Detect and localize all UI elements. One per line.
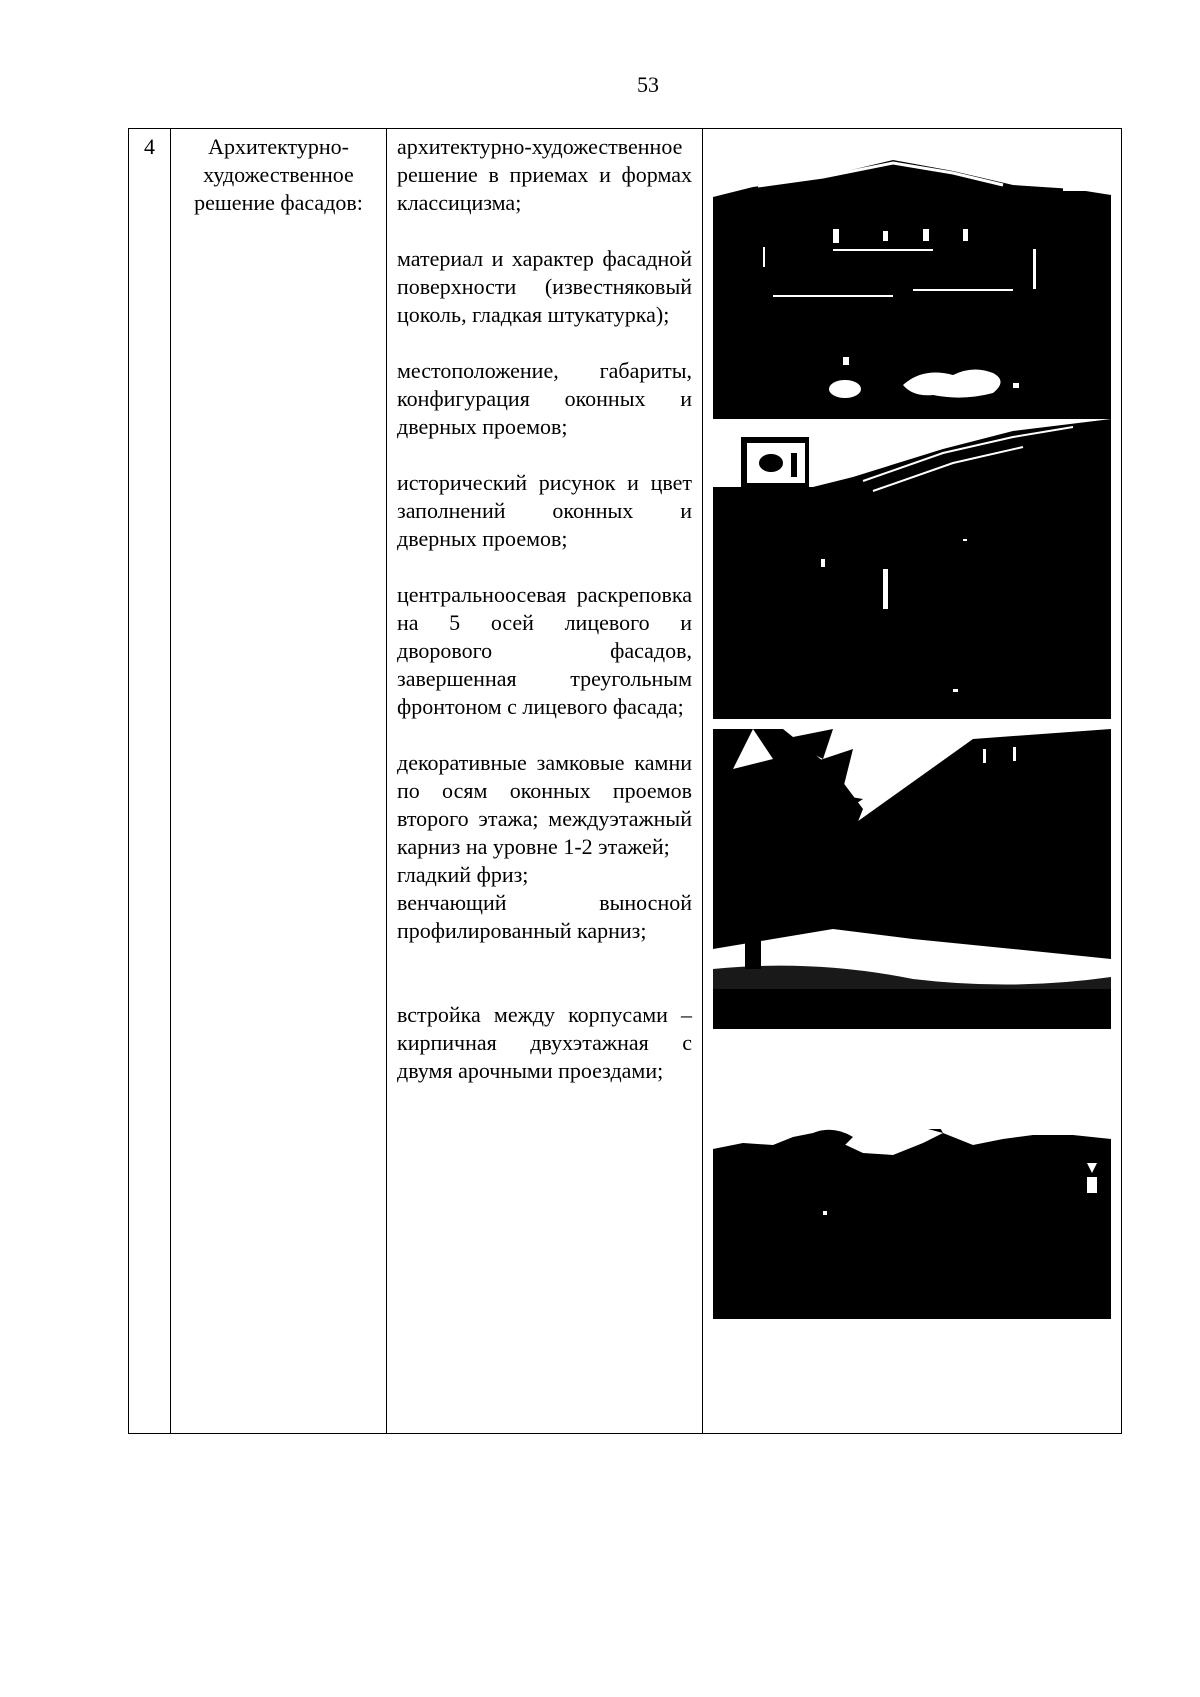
description-cell <box>387 129 703 1434</box>
building-snow-photo <box>713 729 1111 1029</box>
building-facade-photo <box>713 157 1111 427</box>
description-paragraph: центральноосевая раскреповка на 5 осей лицевого и дворового фасадов, завершенная треугольным фронтоном с лицевого фасада; <box>397 582 692 719</box>
courtyard-buildings-photo <box>713 1129 1111 1319</box>
description-paragraph: материал и характер фасадной поверхности (известняковый цоколь, гладкая штукатурка); <box>397 246 692 327</box>
description-paragraph: исторический рисунок и цвет заполнений оконных и дверных проемов; <box>397 470 692 551</box>
row-number-cell <box>129 129 171 1434</box>
description-paragraph: гладкий фриз; <box>397 862 529 887</box>
description-paragraph: местоположение, габариты, конфигурация оконных и дверных проемов; <box>397 358 692 439</box>
heritage-table <box>128 128 1122 1434</box>
building-side-photo <box>713 419 1111 719</box>
element-cell <box>171 129 387 1434</box>
table-row <box>129 129 1122 1434</box>
description-paragraph: венчающий выносной профилированный карниз; <box>397 890 692 943</box>
row-number: 4 <box>144 134 155 159</box>
photo-cell <box>703 129 1122 1434</box>
element-name: Архитектурно-художественное решение фасадов: <box>194 134 363 215</box>
description-paragraph: встройка между корпусами – кирпичная двухэтажная с двумя арочными проездами; <box>397 1002 692 1083</box>
description-paragraph: декоративные замковые камни по осям оконных проемов второго этажа; междуэтажный карниз на уровне 1-2 этажей; <box>397 750 692 859</box>
description-paragraph: архитектурно-художественное решение в приемах и формах классицизма; <box>397 134 692 215</box>
page-number: 53 <box>637 72 659 97</box>
description-list <box>387 129 702 1085</box>
